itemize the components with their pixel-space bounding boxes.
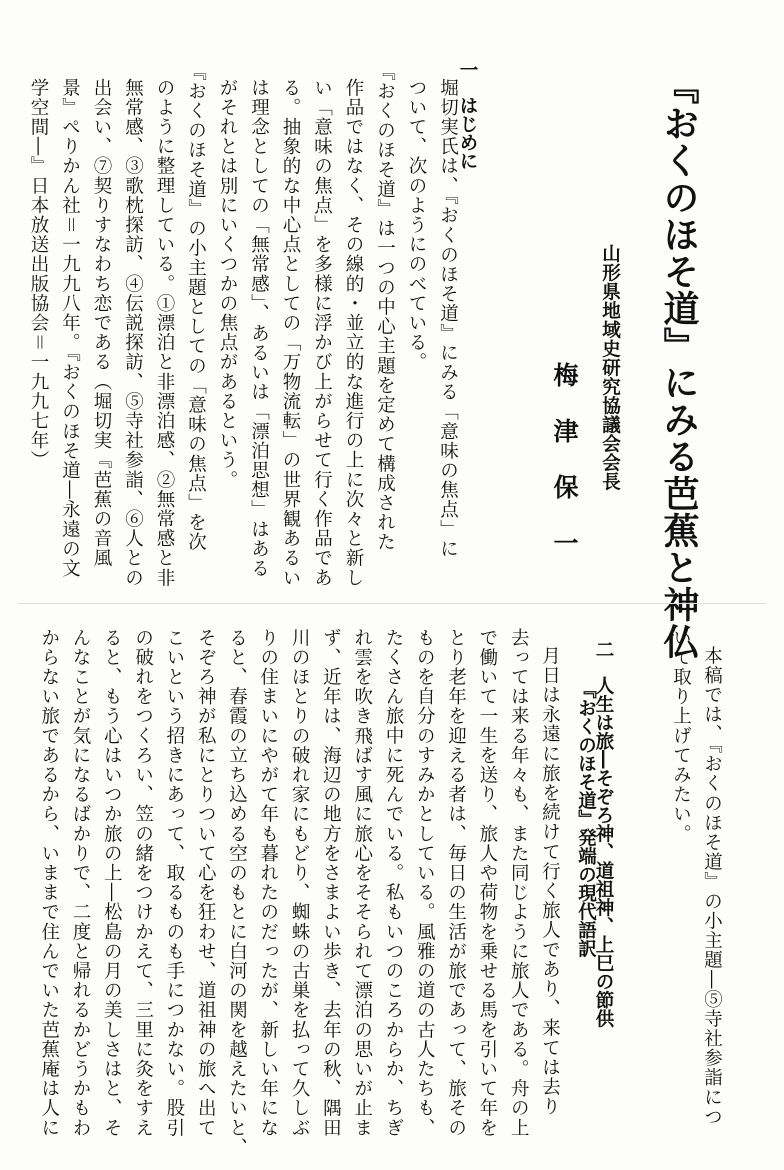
- section-2-text-line: たくさん旅中に死んでいる。私もいつのころからか、ちぎ: [383, 628, 404, 1138]
- section-2-title: 人生は旅―そぞろ神、道祖神、上巳の節供: [593, 676, 614, 1028]
- section-2-text-line: ると、もう心はいつか旅の上―松島の月の美しさはと、そ: [101, 628, 123, 1138]
- section-1-text-line: ついて、次のようにのべている。: [406, 78, 427, 372]
- author-name: 梅津保一: [550, 362, 579, 586]
- section-2-text-line: とり老年を迎える者は、毎日の生活が旅であって、旅その: [445, 628, 467, 1138]
- section-2-text-line: で働いて一生を送り、旅人や荷物を乗せる馬を引いて年を: [476, 628, 498, 1138]
- section-2-text-line: れ雲を吹き飛ばす風に旅心をそそられて漂泊の思いが止ま: [351, 628, 373, 1138]
- author-affiliation: 山形県地域史研究協議会会長: [599, 244, 621, 491]
- section-1-text-line: 作品ではなく、その線的・並立的な進行の上に次々と新し: [343, 78, 364, 588]
- section-2-text-line: 川のほとりの破れ家にもどり、蜘蛛の古巣を払って久しぶ: [289, 628, 311, 1138]
- section-1-text-line: 『おくのほそ道』は一つの中心主題を定めて構成された: [374, 62, 396, 552]
- section-2-text-line: の破れをつくろい、笠の緒をつけかえて、三里に灸をすえ: [132, 628, 154, 1138]
- section-2-text-line: こいという招きにあって、取るものも手につかない。股引: [163, 628, 185, 1138]
- section-1-text-line: 学空間―』日本放送出版協会＝一九九七年）: [28, 78, 49, 470]
- section-2-text-line: からない旅であるから、いままで住んでいた芭蕉庵は人に: [38, 628, 60, 1138]
- section-1-text-line: 『おくのほそ道』の小主題としての「意味の焦点」を次: [185, 62, 207, 552]
- section-1-text-line: い「意味の焦点」を多様に浮かび上がらせて行く作品であ: [311, 78, 333, 588]
- article-title: 『おくのほそ道』にみる芭蕉と神仏: [658, 68, 699, 660]
- section-2-text-line: ものを自分のすみかとしている。風雅の道の古人たちも、: [414, 628, 436, 1138]
- section-2-text-line: 去っては来る年々も、また同じように旅人である。舟の上: [508, 628, 530, 1138]
- section-2-number: 二: [593, 640, 614, 659]
- section-2-text-line: 月日は永遠に旅を続けて行く旅人であり、来ては去り: [539, 646, 561, 1117]
- section-1-title: はじめに: [457, 96, 478, 170]
- section-1-text-line: 堀切実氏は、『おくのほそ道』にみる「意味の焦点」に: [437, 78, 459, 559]
- section-1-text-line: のように整理している。①漂泊と非漂泊感、②無常感と非: [154, 78, 175, 588]
- section-2-text-line: ず、近年は、海辺の地方をさまよい歩き、去年の秋、隅田: [320, 628, 342, 1138]
- section-2-text-line: そぞろ神が私にとりついて心を狂わせ、道祖神の旅へ出て: [195, 628, 217, 1138]
- section-2-subheading: 『おくのほそ道』発端の現代語訳: [575, 680, 597, 958]
- section-1-text-line: 無常感、③歌枕探訪、④伝説探訪、⑤寺社参詣、⑥人との: [122, 78, 144, 588]
- section-1-text-line: 出会い、⑦契りすなわち恋である（堀切実『芭蕉の音風: [91, 78, 112, 568]
- section-1-number: 一: [457, 60, 478, 79]
- section-1-text-line: は理念としての「無常感」、あるいは「漂泊思想」はある: [248, 78, 270, 579]
- bridge-text-line: 本稿では、『おくのほそ道』の小主題―⑤寺社参詣につ: [701, 646, 723, 1127]
- section-1-text-line: 景』ぺりかん社＝一九九八年。『おくのほそ道―永遠の文: [59, 78, 81, 579]
- section-2-text-line: りの住まいにやがて年も暮れたのだったが、新しい年にな: [257, 628, 279, 1138]
- section-1-text-line: る。抽象的な中心点としての「万物流転」の世界観あるい: [280, 78, 301, 588]
- bridge-text-line: いて取り上げてみたい。: [670, 628, 692, 844]
- column-divider: [18, 603, 766, 604]
- section-2-text-line: ると、春霞の立ち込める空のもとに白河の関を越えたいと、: [226, 628, 248, 1158]
- section-2-text-line: んなことが気になるばかりで、二度と帰れるかどうかもわ: [70, 628, 91, 1138]
- section-1-text-line: がそれとは別にいくつかの焦点があるという。: [217, 78, 238, 490]
